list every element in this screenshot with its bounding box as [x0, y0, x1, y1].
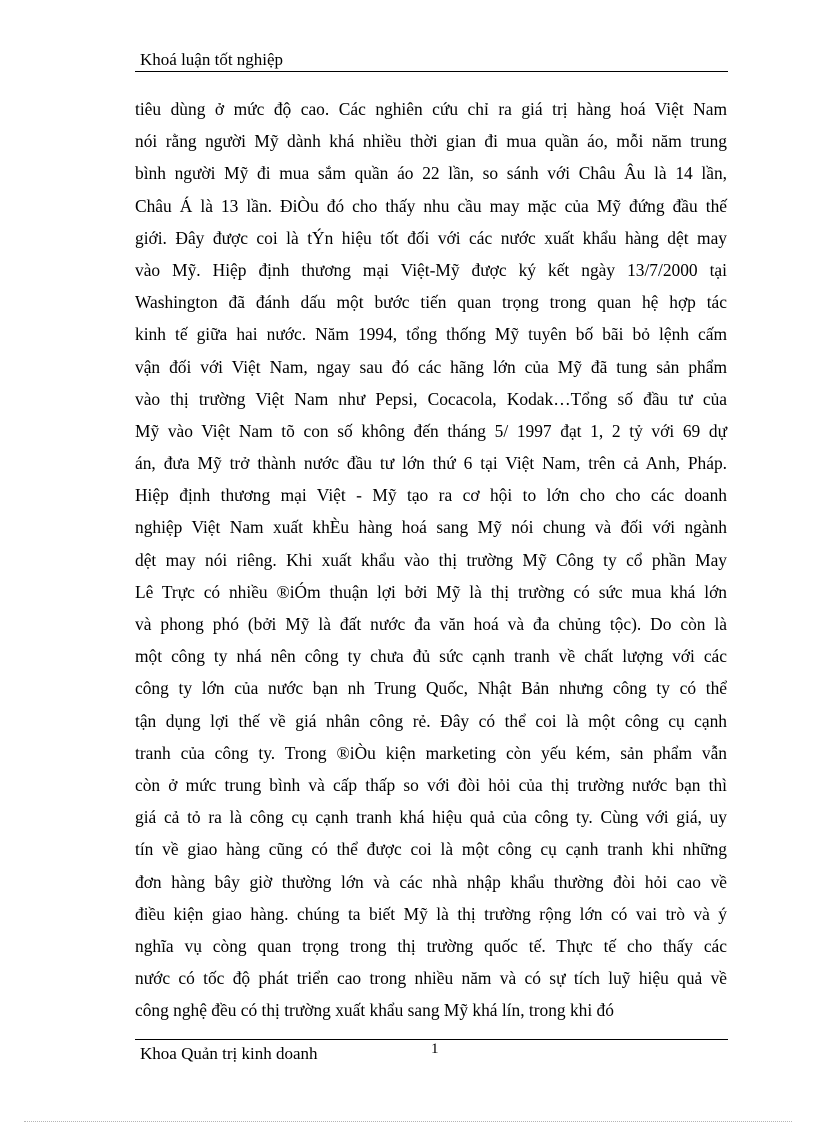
footer-department: Khoa Quản trị kinh doanh	[140, 1044, 318, 1063]
body-line: giới. Đây được coi là tÝn hiệu tốt đối với các nước xuất khẩu hàng dệt may	[135, 227, 727, 248]
body-line: nước có tốc độ phát triển cao trong nhiều năm và có sự tích luỹ hiệu quả về	[135, 968, 727, 989]
body-line: án, đưa Mỹ trở thành nước đầu tư lớn thứ 6 tại Việt Nam, trên cả Anh, Pháp.	[135, 453, 727, 474]
body-line: bình người Mỹ đi mua sắm quần áo 22 lần, so sánh với Châu Âu là 14 lần,	[135, 163, 727, 184]
body-text	[135, 93, 727, 1026]
header-title: Khoá luận tốt nghiệp	[140, 50, 284, 69]
header-divider	[135, 71, 728, 72]
body-line: vào thị trường Việt Nam như Pepsi, Cocacola, Kodak…Tổng số đầu tư của	[135, 388, 727, 409]
body-line: kinh tế giữa hai nước. Năm 1994, tổng thống Mỹ tuyên bố bãi bỏ lệnh cấm	[135, 324, 727, 345]
body-line: còn ở mức trung bình và cấp thấp so với đòi hỏi của thị trường nước bạn thì	[135, 774, 727, 795]
body-line: Châu Á là 13 lần. ĐiÒu đó cho thấy nhu cầu may mặc của Mỹ đứng đầu thế	[135, 195, 727, 216]
body-line: tận dụng lợi thế về giá nhân công rẻ. Đây có thể coi là một công cụ cạnh	[135, 710, 727, 731]
body-line: điều kiện giao hàng. chúng ta biết Mỹ là thị trường rộng lớn có vai trò và ý	[135, 903, 727, 924]
body-line: vận đối với Việt Nam, ngay sau đó các hãng lớn của Mỹ đã tung sản phẩm	[135, 356, 727, 377]
page-number: 1	[431, 1041, 439, 1057]
body-line: một công ty nhá nên công ty chưa đủ sức cạnh tranh về chất lượng với các	[135, 646, 727, 667]
body-line: nói rằng người Mỹ dành khá nhiều thời gian đi mua quần áo, mỗi năm trung	[135, 131, 727, 152]
body-line: Mỹ vào Việt Nam tõ con số không đến tháng 5/ 1997 đạt 1, 2 tỷ với 69 dự	[135, 420, 727, 441]
body-line: công ty lớn của nước bạn nh Trung Quốc, Nhật Bản nhưng công ty có thể	[135, 678, 727, 699]
body-line: vào Mỹ. Hiệp định thương mại Việt-Mỹ được ký kết ngày 13/7/2000 tại	[135, 259, 727, 280]
body-line: tranh của công ty. Trong ®iÒu kiện marketing còn yếu kém, sản phẩm vẫn	[135, 742, 727, 763]
body-line: dệt may nói riêng. Khi xuất khẩu vào thị trường Mỹ Công ty cổ phần May	[135, 549, 727, 570]
body-line: Lê Trực có nhiều ®iÓm thuận lợi bởi Mỹ là thị trường có sức mua khá lớn	[135, 581, 727, 602]
body-line: tiêu dùng ở mức độ cao. Các nghiên cứu chỉ ra giá trị hàng hoá Việt Nam	[135, 99, 727, 119]
body-line: tín về giao hàng cũng có thể được coi là một công cụ cạnh tranh khi những	[135, 839, 727, 860]
body-line: và phong phó (bởi Mỹ là đất nước đa văn hoá và đa chủng tộc). Do còn là	[135, 614, 727, 634]
body-line: nghĩa vụ còng quan trọng trong thị trường quốc tế. Thực tế cho thấy các	[135, 935, 727, 956]
body-line: Washington đã đánh dấu một bước tiến quan trọng trong quan hệ hợp tác	[135, 292, 727, 313]
body-line: đơn hàng bây giờ thường lớn và các nhà nhập khẩu thường đòi hỏi cao về	[135, 871, 727, 892]
body-line: nghiệp Việt Nam xuất khÈu hàng hoá sang Mỹ nói chung và đối với ngành	[135, 517, 727, 538]
body-line: giá cả tỏ ra là công cụ cạnh tranh khá hiệu quả của công ty. Cùng với giá, uy	[135, 807, 727, 828]
body-line: công nghệ đều có thị trường xuất khẩu sang Mỹ khá lín, trong khi đó	[135, 1000, 614, 1021]
body-line: Hiệp định thương mại Việt - Mỹ tạo ra cơ hội to lớn cho cho các doanh	[135, 485, 727, 506]
page-boundary	[24, 1121, 792, 1122]
